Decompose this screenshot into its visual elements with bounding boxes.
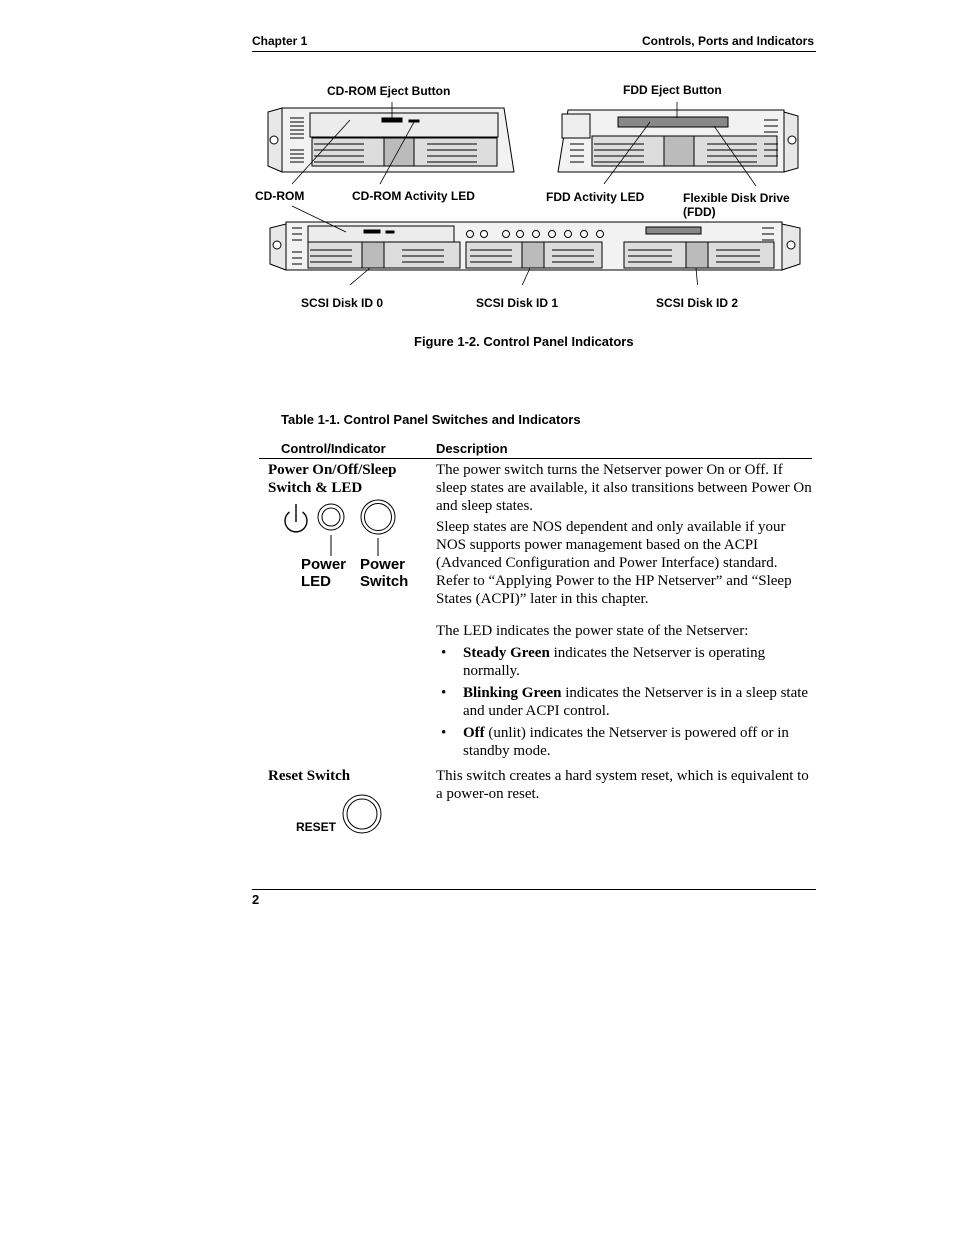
power-led-states-list [436,644,812,760]
label-fdd-activity-led: FDD Activity LED [546,190,645,204]
power-led-icon [318,504,344,530]
label-fdd-eject-button: FDD Eject Button [623,83,722,97]
power-description [436,461,812,764]
label-flexible-disk-drive [683,191,790,219]
power-description-p3: The LED indicates the power state of the Netserver: [436,623,749,639]
reset-icon-label: RESET [296,820,337,834]
label-scsi-disk-1: SCSI Disk ID 1 [476,296,559,310]
label-scsi-disk-0: SCSI Disk ID 0 [301,296,384,310]
cdrom-unit-drawing [268,108,514,172]
label-cdrom: CD-ROM [255,189,305,203]
wide-unit-drawing [270,222,800,270]
footer-rule [252,889,816,890]
label-cdrom-eject-button: CD-ROM Eject Button [327,84,451,98]
label-fdd-line2: (FDD) [683,205,716,219]
column-header-description: Description [436,441,508,456]
control-power-line2: Switch & LED [268,480,363,496]
figure-caption: Figure 1-2. Control Panel Indicators [414,334,634,349]
list-item: • Blinking Green indicates the Netserver is in a sleep state and under ACPI control. [436,684,812,720]
table-header-rule [259,458,812,459]
column-header-control: Control/Indicator [281,441,386,456]
power-description-p2: Sleep states are NOS dependent and only available if your NOS supports power management based on the ACPI (Advanced Configuration and Power Interface) standard. Refer to “Applying Power to the HP Netserver” and “Sleep States (ACPI)” later in this chapter. [436,519,792,607]
power-description-p1: The power switch turns the Netserver power On or Off. If sleep states are available, it also transitions between Power On and sleep states. [436,462,812,514]
header-rule [252,51,816,52]
table-caption: Table 1-1. Control Panel Switches and Indicators [281,412,581,427]
control-power-line1: Power On/Off/Sleep [268,462,397,478]
label-cdrom-activity-led: CD-ROM Activity LED [352,189,475,203]
reset-button-icon [340,792,384,836]
section-title: Controls, Ports and Indicators [641,34,814,48]
list-item: • Steady Green indicates the Netserver is operating normally. [436,644,812,680]
chapter-label: Chapter 1 [252,34,308,48]
label-scsi-disk-2: SCSI Disk ID 2 [656,296,739,310]
power-led-label: Power LED [301,556,347,590]
list-item: • Off (unlit) indicates the Netserver is powered off or in standby mode. [436,724,812,760]
control-reset-switch: Reset Switch [268,768,351,784]
reset-description: This switch creates a hard system reset, which is equivalent to a power-on reset. [436,768,809,802]
power-icons-drawing [280,498,400,560]
page-number: 2 [252,892,260,907]
fdd-unit-drawing [558,110,798,172]
power-symbol-icon [285,504,307,532]
power-switch-label: Power Switch [360,556,409,590]
power-switch-button-icon [361,500,395,534]
control-power-switch-led [268,461,428,497]
label-fdd-line1: Flexible Disk Drive [683,191,790,205]
